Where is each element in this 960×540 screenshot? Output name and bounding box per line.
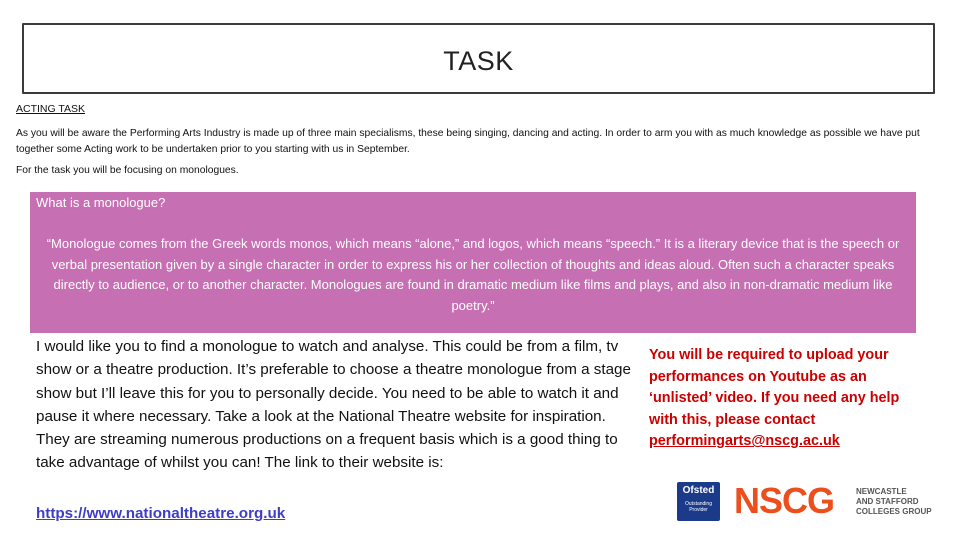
upload-note-text: You will be required to upload your performances on Youtube as an ‘unlisted’ video. If you need any help with this, please contact — [649, 347, 900, 428]
ofsted-logo-name: Ofsted — [682, 485, 715, 496]
focus-line: For the task you will be focusing on monologues. — [16, 165, 239, 176]
ofsted-logo — [677, 482, 720, 521]
nscg-name-line-3: COLLEGES GROUP — [856, 507, 932, 516]
contact-email-link[interactable]: performingarts@nscg.ac.uk — [649, 433, 840, 450]
monologue-quote: “Monologue comes from the Greek words monos, which means “alone,” and logos, which means “speech.” It is a literary device that is the speech or verbal presentation given by a single character in order to express his or her collection of thoughts and ideas aloud. Often such a character speaks directly to audience, or to another character. Monologues are found in dramatic medium like films and plays, and also in non-dramatic medium like poetry.” — [46, 236, 900, 313]
nscg-name-line-1: NEWCASTLE — [856, 487, 907, 496]
title-box — [22, 23, 935, 94]
ofsted-logo-sub-1: Outstanding — [685, 501, 712, 507]
instructions-paragraph: I would like you to find a monologue to watch and analyse. This could be from a film, tv show or a theatre production. It’s preferable to choose a theatre monologue from a stage show but I’ll leave this for you to personally decide. You need to be able to watch it and pause it where necessary. Take a look at the National Theatre website for inspiration. They are streaming numerous productions on a frequent basis which is a good thing to take advantage of whilst you can! The link to their website is: — [36, 338, 631, 472]
intro-paragraph: As you will be aware the Performing Arts Industry is made up of three main specialisms, these being singing, dancing and acting. In order to arm you with as much knowledge as possible we have put together some Acting work to be undertaken prior to you starting with us in September. — [16, 128, 920, 155]
nscg-name-line-2: AND STAFFORD — [856, 497, 919, 506]
page-title: TASK — [443, 46, 514, 76]
upload-note — [649, 345, 924, 453]
nscg-full-name — [856, 487, 932, 517]
ofsted-logo-sub-2: Provider — [689, 507, 708, 513]
national-theatre-link[interactable]: https://www.nationaltheatre.org.uk — [36, 505, 286, 522]
section-heading: ACTING TASK — [16, 103, 86, 115]
monologue-definition-box — [30, 192, 916, 333]
monologue-question: What is a monologue? — [36, 195, 166, 210]
nscg-logo: NSCG — [734, 480, 835, 521]
